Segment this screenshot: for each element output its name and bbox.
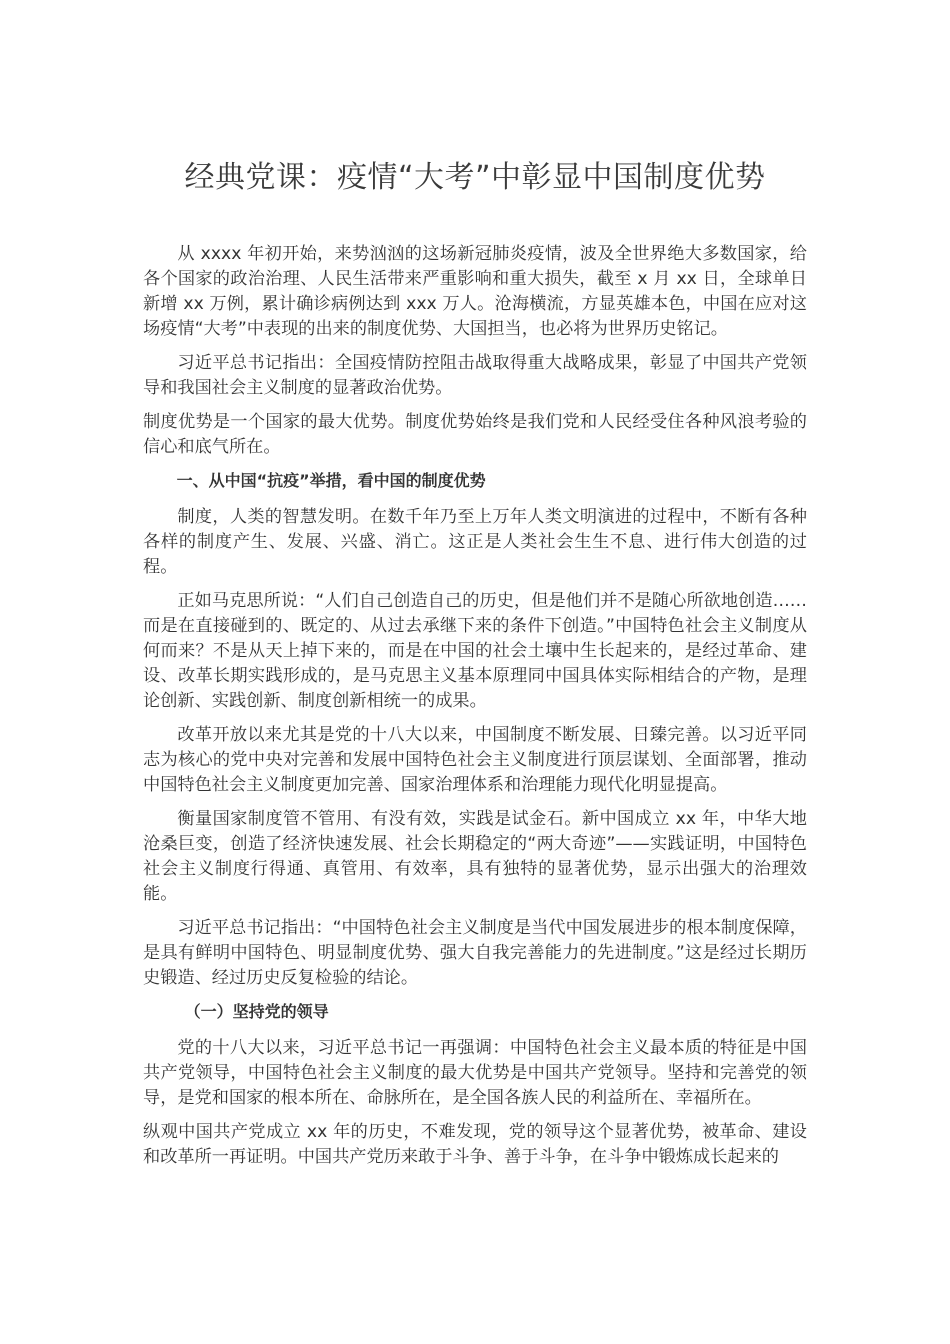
paragraph-history: 纵观中国共产党成立 xx 年的历史，不难发现，党的领导这个显著优势，被革命、建设和改革所一再证明。中国共产党历来敢于斗争、善于斗争，在斗争中锻炼成长起来的 — [143, 1122, 807, 1167]
paragraph-marx: 正如马克思所说：“人们自己创造自己的历史，但是他们并不是随心所欲地创造……而是在直接碰到的、既定的、从过去承继下来的条件下创造。”中国特色社会主义制度从何而来？不是从天上掉下来的，而是在中国的社会土壤中生长起来的，是经过革命、建设、改革长期实践形成的，是马克思主义基本原理同中国具体实际相结合的产物，是理论创新、实践创新、制度创新相统一的成果。 — [143, 591, 807, 711]
paragraph-leadership: 党的十八大以来，习近平总书记一再强调：中国特色社会主义最本质的特征是中国共产党领导，中国特色社会主义制度的最大优势是中国共产党领导。坚持和完善党的领导，是党和国家的根本所在、命脉所在，是全国各族人民的利益所在、幸福所在。 — [143, 1038, 807, 1108]
document-body — [143, 242, 807, 1170]
paragraph-system: 制度，人类的智慧发明。在数千年乃至上万年人类文明演进的过程中，不断有各种各样的制度产生、发展、兴盛、消亡。这正是人类社会生生不息、进行伟大创造的过程。 — [143, 507, 807, 577]
subsection-heading-1: （一）坚持党的领导 — [184, 1002, 329, 1021]
paragraph-quote-2: 习近平总书记指出：“中国特色社会主义制度是当代中国发展进步的根本制度保障，是具有鲜明中国特色、明显制度优势、强大自我完善能力的先进制度。”这是经过长期历史锻造、经过历史反复检验的结论。 — [143, 918, 807, 988]
paragraph-intro: 从 xxxx 年初开始，来势汹汹的这场新冠肺炎疫情，波及全世界绝大多数国家，给各个国家的政治治理、人民生活带来严重影响和重大损失，截至 x 月 xx 日，全球单日新增 xx 万例，累计确诊病例达到 xxx 万人。沧海横流，方显英雄本色，中国在应对这场疫情“大考”中表现的出来的制度优势、大国担当，也必将为世界历史铭记。 — [143, 244, 807, 339]
paragraph-advantage: 制度优势是一个国家的最大优势。制度优势始终是我们党和人民经受住各种风浪考验的信心和底气所在。 — [143, 412, 807, 457]
paragraph-quote-1: 习近平总书记指出：全国疫情防控阻击战取得重大战略成果，彰显了中国共产党领导和我国社会主义制度的显著政治优势。 — [143, 353, 807, 398]
section-heading-1: 一、从中国“抗疫”举措，看中国的制度优势 — [176, 471, 486, 490]
paragraph-reform: 改革开放以来尤其是党的十八大以来，中国制度不断发展、日臻完善。以习近平同志为核心的党中央对完善和发展中国特色社会主义制度进行顶层谋划、全面部署，推动中国特色社会主义制度更加完善、国家治理体系和治理能力现代化明显提高。 — [143, 725, 807, 795]
document-title: 经典党课：疫情“大考”中彰显中国制度优势 — [184, 160, 766, 195]
paragraph-practice: 衡量国家制度管不管用、有没有效，实践是试金石。新中国成立 xx 年，中华大地沧桑巨变，创造了经济快速发展、社会长期稳定的“两大奇迹”——实践证明，中国特色社会主义制度行得通、真管用、有效率，具有独特的显著优势，显示出强大的治理效能。 — [143, 809, 807, 904]
